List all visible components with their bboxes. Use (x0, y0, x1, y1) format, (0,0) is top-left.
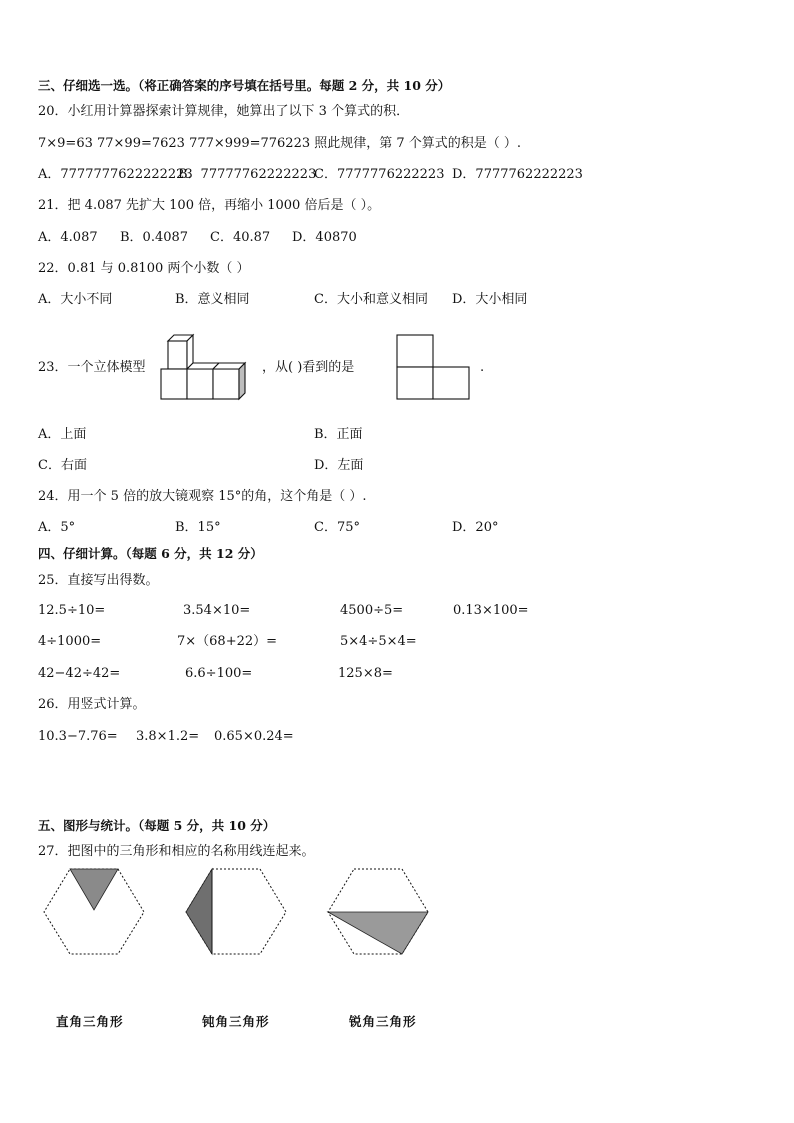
q25-item: 12.5÷10= (38, 603, 106, 618)
q25-item: 6.6÷100= (185, 666, 253, 681)
q22-option-a: A．大小不同 (38, 292, 113, 307)
q27-stem: 27．把图中的三角形和相应的名称用线连起来。 (38, 844, 315, 859)
q21-option-c: C．40.87 (210, 230, 271, 245)
q20-stem: 20．小红用计算器探索计算规律，她算出了以下 3 个算式的积． (38, 104, 410, 119)
q25-stem: 25．直接写出得数。 (38, 573, 159, 588)
q22-option-c: C．大小和意义相同 (314, 292, 428, 307)
q23-stem-end: . (480, 360, 485, 375)
hexagon-figure-1 (42, 866, 146, 956)
q23-view-figure (396, 334, 470, 400)
q22-option-d: D．大小相同 (452, 292, 528, 307)
q25-item: 125×8= (338, 666, 393, 681)
hexagon-figure-3 (326, 866, 430, 956)
q26-item: 3.8×1.2= (136, 729, 200, 744)
cube-model-figure (158, 332, 248, 402)
q24-stem: 24．用一个 5 倍的放大镜观察 15°的角，这个角是（ ）. (38, 489, 367, 504)
q20-option-a: A．7777777622222223 (38, 167, 193, 182)
q24-option-a: A．5° (38, 520, 76, 535)
q25-item: 4500÷5= (340, 603, 404, 618)
q26-item: 10.3−7.76= (38, 729, 118, 744)
section5-heading: 五、图形与统计。（每题 5 分，共 10 分） (38, 818, 276, 833)
q21-option-d: D．40870 (292, 230, 357, 245)
q24-option-d: D．20° (452, 520, 499, 535)
q20-option-c: C．7777776222223 (314, 167, 445, 182)
label-right-triangle: 直角三角形 (56, 1014, 124, 1029)
q26-stem: 26．用竖式计算。 (38, 697, 146, 712)
q25-item: 3.54×10= (183, 603, 251, 618)
q20-option-b: B．77777762222223 (178, 167, 317, 182)
hexagon-figure-2 (184, 866, 288, 956)
q21-option-a: A．4.087 (38, 230, 98, 245)
q21-option-b: B．0.4087 (120, 230, 189, 245)
label-acute-triangle: 锐角三角形 (349, 1014, 417, 1029)
q25-item: 42−42÷42= (38, 666, 121, 681)
section4-heading: 四、仔细计算。（每题 6 分，共 12 分） (38, 546, 263, 561)
label-obtuse-triangle: 钝角三角形 (202, 1014, 270, 1029)
q22-stem: 22．0.81 与 0.8100 两个小数（ ） (38, 261, 250, 276)
q23-option-c: C．右面 (38, 458, 87, 473)
section3-heading: 三、仔细选一选。（将正确答案的序号填在括号里。每题 2 分，共 10 分） (38, 78, 451, 93)
q25-item: 4÷1000= (38, 634, 102, 649)
q23-option-a: A．上面 (38, 427, 87, 442)
q23-stem-left: 23．一个立体模型 (38, 360, 146, 375)
q20-option-d: D．7777762222223 (452, 167, 583, 182)
q25-item: 5×4÷5×4= (340, 634, 417, 649)
q23-option-b: B．正面 (314, 427, 363, 442)
q25-item: 0.13×100= (453, 603, 529, 618)
q24-option-c: C．75° (314, 520, 360, 535)
q22-option-b: B．意义相同 (175, 292, 250, 307)
q21-stem: 21．把 4.087 先扩大 100 倍，再缩小 1000 倍后是（ ）。 (38, 198, 381, 213)
q26-item: 0.65×0.24= (214, 729, 294, 744)
q24-option-b: B．15° (175, 520, 221, 535)
q23-option-d: D．左面 (314, 458, 364, 473)
q20-formula-line: 7×9=63 77×99=7623 777×999=776223 照此规律，第 7 个算式的积是（ ）. (38, 136, 522, 151)
q23-stem-mid: ，从( )看到的是 (262, 360, 355, 375)
q25-item: 7×（68+22）= (177, 634, 278, 649)
